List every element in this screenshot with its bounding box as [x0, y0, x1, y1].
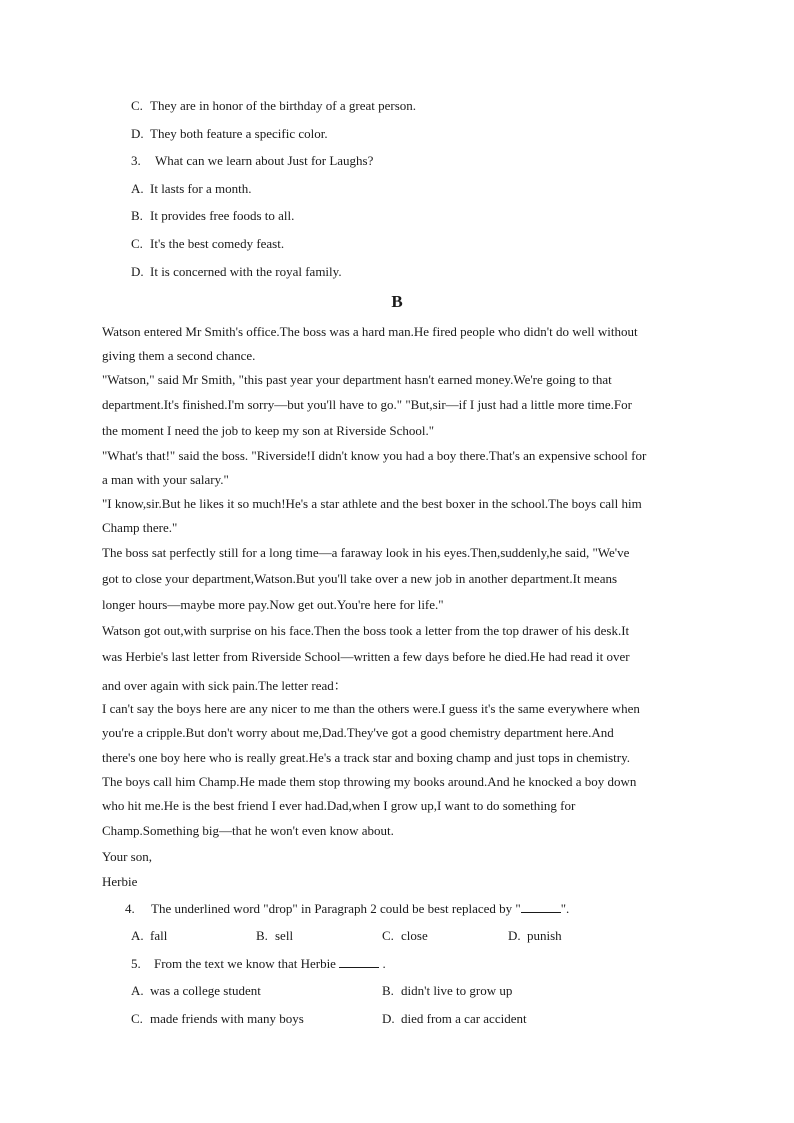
q4-option-c — [382, 928, 428, 944]
passage-line: Watson got out,with surprise on his face.Then the boss took a letter from the top drawer of his desk.It — [102, 623, 630, 638]
question-text-after: . — [382, 956, 386, 971]
option-letter: A. — [131, 983, 144, 998]
passage-line: Watson entered Mr Smith's office.The boss was a hard man.He fired people who didn't do well without — [102, 324, 638, 339]
option-text: It provides free foods to all. — [150, 208, 295, 223]
question-5 — [131, 956, 386, 972]
question-text-before: From the text we know that Herbie — [154, 956, 336, 971]
option-text: punish — [527, 928, 562, 943]
option-text: They are in honor of the birthday of a great person. — [150, 98, 417, 113]
option-letter: C. — [131, 1011, 143, 1026]
option-text: sell — [275, 928, 294, 943]
option-d — [131, 126, 328, 142]
option-text: didn't live to grow up — [401, 983, 513, 998]
option-c — [131, 98, 416, 114]
q4-option-b — [256, 928, 293, 944]
q5-option-a — [131, 983, 261, 999]
option-letter: C. — [131, 236, 143, 251]
passage-line: Your son, — [102, 849, 152, 864]
passage-line: "Watson," said Mr Smith, "this past year your department hasn't earned money.We're going to that — [102, 372, 612, 387]
passage-line: I can't say the boys here are any nicer to me than the others were.I guess it's the same everywhere when — [102, 701, 640, 716]
passage-line: you're a cripple.But don't worry about me,Dad.They've got a good chemistry department here.And — [102, 725, 614, 740]
passage-line: The boss sat perfectly still for a long time—a faraway look in his eyes.Then,suddenly,he said, "We've — [102, 545, 630, 560]
option-letter: A. — [131, 928, 144, 943]
option-text: fall — [150, 928, 168, 943]
section-heading: B — [391, 292, 403, 311]
q5-option-b — [382, 983, 512, 999]
passage-line: "What's that!" said the boss. "Riverside!I didn't know you had a boy there.That's an expensive school for — [102, 448, 647, 463]
passage-line: Herbie — [102, 874, 138, 889]
question-4 — [125, 901, 569, 917]
option-text: It's the best comedy feast. — [150, 236, 285, 251]
passage-line: The boys call him Champ.He made them stop throwing my books around.And he knocked a boy down — [102, 774, 637, 789]
q3-option-b — [131, 208, 294, 224]
option-letter: B. — [382, 983, 394, 998]
passage-line: Champ there." — [102, 520, 178, 535]
passage-line: and over again with sick pain.The letter read： — [102, 678, 347, 693]
option-letter: B. — [131, 208, 143, 223]
passage-line: was Herbie's last letter from Riverside School—written a few days before he died.He had read it over — [102, 649, 630, 664]
passage-line: "I know,sir.But he likes it so much!He's a star athlete and the best boxer in the school.The boys call him — [102, 496, 642, 511]
question-number: 4. — [125, 901, 135, 916]
option-text: It lasts for a month. — [150, 181, 252, 196]
option-letter: D. — [131, 126, 144, 141]
passage-line: Champ.Something big—that he won't even know about. — [102, 823, 394, 838]
passage-line: the moment I need the job to keep my son at Riverside School." — [102, 423, 435, 438]
q4-option-d — [508, 928, 562, 944]
passage-line: there's one boy here who is really great.He's a track star and boxing champ and just tops in chemistry. — [102, 750, 631, 765]
question-text-before: The underlined word "drop" in Paragraph 2 could be best replaced by " — [151, 901, 521, 916]
q5-option-c — [131, 1011, 304, 1027]
passage-line: department.It's finished.I'm sorry—but you'll have to go." "But,sir—if I just had a little more time.For — [102, 397, 632, 412]
option-letter: C. — [131, 98, 143, 113]
passage-line: longer hours—maybe more pay.Now get out.You're here for life." — [102, 597, 444, 612]
q4-option-a — [131, 928, 167, 944]
option-text: was a college student — [150, 983, 261, 998]
q3-option-c — [131, 236, 284, 252]
answer-blank — [521, 901, 561, 913]
question-text-after: ". — [560, 901, 570, 916]
option-text: close — [401, 928, 428, 943]
q3-option-d — [131, 264, 342, 280]
question-3 — [131, 153, 373, 169]
q3-option-a — [131, 181, 251, 197]
question-text: What can we learn about Just for Laughs? — [155, 153, 374, 168]
option-letter: D. — [382, 1011, 395, 1026]
option-letter: C. — [382, 928, 394, 943]
option-letter: B. — [256, 928, 268, 943]
option-text: They both feature a specific color. — [150, 126, 328, 141]
option-text: It is concerned with the royal family. — [150, 264, 342, 279]
passage-line: who hit me.He is the best friend I ever had.Dad,when I grow up,I want to do something for — [102, 798, 576, 813]
option-letter: D. — [508, 928, 521, 943]
option-letter: A. — [131, 181, 144, 196]
answer-blank — [339, 956, 379, 968]
passage-line: a man with your salary." — [102, 472, 229, 487]
passage-line: got to close your department,Watson.But you'll take over a new job in another department.It means — [102, 571, 618, 586]
question-number: 3. — [131, 153, 141, 168]
option-letter: D. — [131, 264, 144, 279]
passage-line: giving them a second chance. — [102, 348, 256, 363]
question-number: 5. — [131, 956, 141, 971]
option-text: died from a car accident — [401, 1011, 527, 1026]
q5-option-d — [382, 1011, 527, 1027]
option-text: made friends with many boys — [150, 1011, 304, 1026]
